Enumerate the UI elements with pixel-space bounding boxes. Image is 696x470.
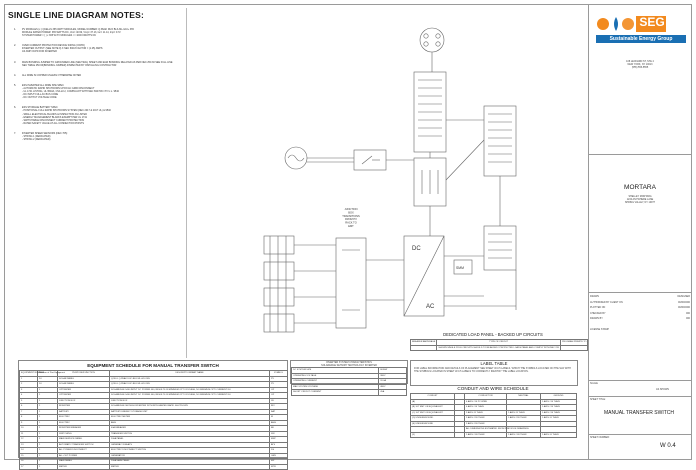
drawn-row-value: 000 [686,311,690,315]
table-cell: GEN [270,453,288,459]
table-cell: 15 [20,453,38,459]
table-cell: 1 [38,464,58,470]
table-cell: ELECTRIC [58,420,110,426]
company-address-line: NEW YORK, NY 10013 [627,63,653,66]
table-cell: 1 AWG #6 THHN [541,416,577,422]
sheet-title: MANUAL TRANSFER SWITCH [603,410,674,416]
table-cell: METER [110,464,270,470]
table-cell: 40A BREAKER [110,426,270,432]
table-cell: 1 AWG #10 THHN [541,410,577,416]
note-number: 2. [14,44,17,48]
table-cell: MAX SYSTEM VOLTAGE [292,384,379,390]
junction-box-label [342,207,360,228]
table-header-cell: SYMBOL [270,371,288,377]
table-cell: ELECTRIC METER [110,415,270,421]
table-header-cell: PURPOSE/FUNCTION [58,371,110,377]
table-cell: 200A MAIN PANEL [110,459,270,465]
drawn-row-value: 00/00/0000 [678,300,690,304]
note-line: SYSTEM POWER = ( ) x 365 W PV MODULES / = 1000 KWATTS DC [22,34,97,38]
table-cell: 1 [38,404,58,410]
table-cell: MSP [270,437,288,443]
label-table-title: LABEL TABLE [480,361,508,366]
note-number: 6. [14,106,17,110]
table-cell: 1 AWG #2/0 THHN [507,416,541,422]
table-cell: 20.0A [379,379,407,385]
table-cell: 4 AWG #10 THHN [465,405,507,411]
table-cell: 24 [38,376,58,382]
inverter-dc-label: DC [412,246,421,252]
junction-box-label-line: RACK TO [345,221,357,225]
table-cell: ELECTRIC [58,415,110,421]
equipment-schedule-table [19,370,288,470]
pv-string-3-symbol [264,288,294,306]
table-cell: 13 [20,442,38,448]
table-cell: SOLAREDGE S440 INPUT DC POWER 440, RESULTS IN MINIMUM OPTI VOLTAGE, NO MINIMUM OPTI CURRENT 8.6 [110,393,270,399]
table-header-cell: EQUIPMENT NUMBER [21,372,45,375]
drawn-info [590,295,690,323]
table-cell: 1 [38,398,58,404]
conduit-schedule [410,386,576,456]
table-cell: SOLAR PANEL [58,376,110,382]
table-cell: 24 [38,382,58,388]
table-cell: 1 [38,448,58,454]
table-header-cell: PROGRAM PRIMITE TO [562,341,587,344]
table-cell [561,345,588,351]
drawn-row-label: CHECKED BY [590,311,606,315]
table-cell: SOLAREDGE S440 INPUT DC POWER 440, RESULTS IN MINIMUM OPTI VOLTAGE, NO MINIMUM OPTI CURRENT 8.6 [110,387,270,393]
table-cell: ELECTRIC DISCONNECT SWITCH [110,448,270,454]
drawn-row-label: AUTHORIZED BY CLIENT ON [590,300,623,304]
table-cell: 1 AWG #10 THHN [541,399,577,405]
table-cell: 10 [20,426,38,432]
table-cell: 1 [38,393,58,399]
table-cell: 4 AWG #10 PV WIRE [465,399,507,405]
inverter-specs [290,360,408,394]
drawn-row-value: 000 [686,317,690,320]
project-address-line: 1234 ANYWHERE LANE [626,198,654,201]
table-cell: (D) UNDERGROUND [411,416,455,422]
drawn-row-label: PLOTTED ON [590,306,606,309]
junction-box-label-line: FROM PV [345,218,357,222]
note-line: - STRING 2 (DEDICATED) [22,138,51,142]
inverter-specs-subtitle: SOLAREDGE SE7600H TECHNOLOGY INVERTER [321,364,377,367]
label-table-text: FOR LABEL INFORMATION AND DETAILS OF PLACEMENT SEE SHEET W-0.5 LABELS. WHICH THE SYMBOLS LOCATED ON THE SLD WITH THE SYMBOLS LOCATED IN SHEET W-0.5 LABELS TO CORRECTLY IDENTIFY THE LABEL LOCATION. [414,367,571,373]
table-header-cell: CONDUIT [411,394,455,400]
table-cell: AMG [270,420,288,426]
company-address [592,60,688,69]
drawn-row-label: DRAWN BY [590,317,603,320]
note-number: 3. [14,60,17,64]
note-line: ESS INVERTER ALL WIRE SHE SPEC [22,83,64,87]
note-line: - AUTOMATIC RAPID SHUTDOWN UPON AC GRID DISCONNECT [22,86,95,90]
table-cell: BATTERY [58,409,110,415]
table-cell: QCELL Q.PEAK DUO BLK ML-G10 365 [110,382,270,388]
table-cell: JUNCTION BOX [58,398,110,404]
table-cell: 7 [20,409,38,415]
table-cell: 1 [38,459,58,465]
table-cell: SW [270,431,288,437]
smm-label: SMM [456,266,464,270]
table-cell: BAT [270,409,288,415]
junction-box-symbol [336,238,366,328]
project-address [592,195,688,204]
inverter-specs-title: INVERTER SYSTEM CHARACTERISTICS [326,361,372,364]
note-item [14,28,176,37]
table-cell: TRANSFER SWITCH [110,431,270,437]
table-cell: 1 AWG #1/0 THHN [465,432,507,438]
table-cell: 1 AWG #6 THHN [541,432,577,438]
table-cell: 1 [38,426,58,432]
table-cell: GENERAC 200A ATS [110,442,270,448]
seg-logo-text: SEG [639,15,665,29]
table-cell: 1 [38,453,58,459]
inverter-specs-table [291,367,407,396]
table-cell: 17 [20,464,38,470]
drawn-row [590,317,690,323]
note-line: NEC TABLE 250.66(BONDING JUMPER) INSPECTED BY INSTALLING CONTRACTOR [22,63,117,67]
load-panel-title: DEDICATED LOAD PANEL - BACKED UP CIRCUITS [443,332,543,337]
table-cell: 11 [20,431,38,437]
note-line: - ENERGY MANAGEMENT BLANKS EXEMPT PER UL 1741 [22,115,88,119]
table-header-cell: BREAKER AMPERAGE [412,341,436,344]
table-cell: INVERTER [58,404,110,410]
table-cell: SHORT CIRCUIT CURRENT [292,390,379,396]
table-cell: GENERATOR [110,453,270,459]
table-cell: 12 [20,437,38,443]
table-cell: PV [270,376,288,382]
utility-meter-symbol [420,28,444,52]
table-cell: 9 [20,420,38,426]
notes-title: SINGLE LINE DIAGRAM NOTES: [8,10,145,20]
load-panel-table [410,332,587,358]
drawn-row-label: DRAWN [590,295,599,298]
seg-logo [594,12,688,54]
note-item [14,106,176,125]
table-cell: OPERATING CURRENT [292,379,379,385]
table-cell: OPTIMIZER [58,393,110,399]
table-header-cell: CONDUCTOR [465,394,507,400]
title-block [588,4,693,460]
note-text [22,28,176,37]
note-text [22,132,176,141]
table-cell: 2 AWG #8 THHN [465,410,507,416]
note-text [22,106,176,125]
inverter-ac-label: AC [426,304,435,310]
sheet-number-label: SHEET NUMBER: [590,436,610,439]
table-cell: M [270,415,288,421]
junction-box-label-line: JUNCTION [344,208,358,211]
table-cell: (E) UNDERGROUND [411,421,455,427]
disconnect-switch-symbol [354,150,386,170]
table-cell: (A) [411,399,455,405]
table-header-cell: DESCRIPTION/PART NAME [110,371,270,377]
table-cell: SOLAR PANEL [58,382,110,388]
note-number: 5. [14,83,17,87]
table-cell: DC SYSTEM SIZE [292,368,379,374]
table-cell: SOLAREDGE SE7600H INVERTER WITH INTEGRATED RAPID SHUTDOWN [110,404,270,410]
note-number: 4. [14,73,17,77]
note-item [14,44,176,53]
junction-box-label-line: BOX [348,211,354,215]
company-address-line: (555) 555-5555 [631,66,649,69]
table-cell: 1 [38,442,58,448]
label-table [410,360,578,386]
table-cell: OP [270,393,288,399]
table-cell: 45A [379,390,407,396]
company-name: Sustainable Energy Group [609,36,673,42]
project-address-line: SHELLEY MORTARA [628,195,652,198]
note-line: INVERTER SPEED SENSORS (NEC 705): [22,132,68,135]
battery-panel-symbol [484,226,516,270]
note-line: MAIN BONDING JUMPER TO GROUNDED LINE (NEUTRAL) SHEET AND EGR BONDING RELAYED AS PER NEC 250.30 SEE FULL LINE [22,60,173,64]
note-text [22,44,176,53]
project-name: MORTARA [624,184,656,191]
sheet-number: W 0.4 [660,443,676,449]
table-cell: OPERATING VOLTAGE [292,373,379,379]
table-cell: (F) [411,432,455,438]
scale-value: AS SHOWN [656,388,670,391]
table-cell: AMG [110,420,270,426]
junction-box-label-line: TRANSITIONS [342,214,360,218]
equipment-schedule-title: EQUIPMENT SCHEDULE FOR MANUAL TRANSFER SWITCH [87,363,219,368]
note-line: - POSITIONAL FULL RAPID SHUTDOWN SYSTEM (NEC 2017 & 2017 UL) & 9540 [22,109,111,113]
table-header-cell: NEUTRAL [507,394,541,400]
table-cell: 200A PANEL [110,437,270,443]
note-item [14,132,176,141]
table-cell: QCELL Q.PEAK DUO BLK ML-G10 365 [110,376,270,382]
table-cell: 1 [38,420,58,426]
note-line: - SWITCHABLE DISCONNECT CURRENT PROTECTION [22,118,85,122]
table-cell: 14 [20,448,38,454]
table-cell: OPTIMIZER [58,387,110,393]
table-cell [455,432,465,438]
license-stamp-label: LICENSE STAMP [590,328,609,331]
pv-string-1-symbol [264,236,294,254]
note-text [22,74,176,77]
scale-label: SCALE [590,382,598,385]
table-cell: 1 AWG #10 THHN [541,405,577,411]
table-cell: INV [270,404,288,410]
table-cell: 1 [38,409,58,415]
note-line: INVERTER OUTPUT: (SEE NOTE 9) X NEC 690.8 FACTOR = (1.25) AMPS [22,47,103,51]
table-cell: MTR [270,464,288,470]
table-cell: 1 [38,437,58,443]
note-item [14,84,176,99]
table-cell: MAIN SERVICE PANEL [58,437,110,443]
table-cell: PV [270,382,288,388]
table-cell: AUTOMATIC TRANSFER SWITCH [58,442,110,448]
note-text [22,84,176,99]
table-cell: 1 AWG #1/0 THHN [507,432,541,438]
note-line: - RATED SAFETY VALUE AT ALL CONNECTION POINTS [22,121,84,125]
conduit-schedule-title: CONDUIT AND WIRE SCHEDULE [457,386,529,391]
load-panel-symbol [484,106,516,176]
table-header-cell: GROUND [541,394,577,400]
table-cell: ALL-OUT POWER [58,453,110,459]
table-cell: JUNCTION BOX [110,398,270,404]
table-cell: 1 [38,415,58,421]
note-text [22,61,176,67]
pv-string-4-symbol [264,314,294,332]
note-line: ESS STORAGE BATTERY SPEC [22,106,58,110]
note-line: MODULE RATED POWER: 365 WATTS DC, Voc= 40.99, Vmp= 37.13, Isc= 11.14, Imp= 9.72 [22,31,121,35]
note-line: OVER CURRENT PROTECTION DEVICE SIZING (OCPD) [22,44,85,48]
table-cell: 5 [20,398,38,404]
equipment-schedule [18,360,288,468]
table-cell: 1 [20,376,38,382]
note-line: ALL WIRE IS COPPER UNLESS OTHERWISE NOTED [22,73,82,77]
table-cell: ALL POWER DISCONNECT [58,448,110,454]
note-item [14,74,176,77]
table-cell [411,345,437,351]
note-line: - DC OUTPUT VOLTAGE CODE [22,96,57,100]
table-cell: MAIN PANEL [58,459,110,465]
table-cell: 1 AWG #8 THHN [507,410,541,416]
sheet-title-label: SHEET TITLE: [590,398,606,401]
table-cell: 3 [20,387,38,393]
table-cell: 2 AWG #2/0 THHN [465,421,507,427]
table-cell: MP [270,459,288,465]
table-cell: 8030W [379,368,407,374]
table-cell: ALL DIMENSIONS ESTIMATED FROM PREVIOUS DRAWINGS [466,428,529,431]
single-line-diagram [186,10,586,355]
note-line: - DC INPUT FULL AC BUS CODE [22,93,59,97]
table-header-cell: Number of Part Equipment [39,372,65,375]
table-row [411,432,577,438]
company-address-line: 108 LEONARD ST, STE 4 [626,60,654,63]
table-header-cell: TYPE OF CIRCUIT [437,340,561,346]
table-cell: JB [270,398,288,404]
table-cell: 2 AWG #2/0 THHN [465,416,507,422]
junction-box-label-line: EMT [348,225,354,228]
table-cell: SHOWN SINGLE POLE CIRCUITS SHOULD TO BE ADDED / PROTECTED LOADS PANEL AND COMPLY WITH NEC 220 [438,346,560,349]
table-cell: 1 [38,431,58,437]
table-cell: OP [270,387,288,393]
table-cell: INVERTER BREAKER [58,426,110,432]
table-cell: (C) 3/4" EMT OR EQUIVALENT [411,410,455,416]
note-number: 7. [14,132,17,135]
table-cell: 16 [20,459,38,465]
note-line: - STRING 1 (DEDICATED) [22,135,51,139]
table-cell: 380V [379,373,407,379]
table-cell: 6 [20,404,38,410]
table-cell: ATS [270,442,288,448]
table-cell: METER [58,464,110,470]
table-row [411,345,588,351]
note-number: 1. [14,28,17,31]
table-cell: 8 [20,415,38,421]
note-line: PV MODULES (x ) QCELLS 365 WATT MODULES, MODEL NUMBER: Q.PEAK DUO BLK-ML-G10+ 365 [22,28,134,31]
table-cell: 4 [20,393,38,399]
table-cell: BK [270,426,288,432]
pv-string-2-symbol [264,262,294,280]
drawn-row-value: 00/00/0000 [678,306,690,309]
table-cell: (B) 3/4" EMT OR EQUIVALENT [411,405,455,411]
table-cell: SWITCHING [58,431,110,437]
table-row [20,464,288,470]
note-line: - SMALL ELECTRICAL BLANKS & INSPECTION AS LISTED [22,112,87,116]
table-cell: 1 [38,387,58,393]
note-line: AS AMP OCPD FOR INVERTER [22,50,57,54]
note-item [14,61,176,67]
table-cell: 480V [379,384,407,390]
drawn-row-value: DESIGNER [677,295,690,298]
table-cell: BATTERY ENERGY STORAGE UNIT [110,409,270,415]
table-row [292,390,407,396]
table-cell: 2 [20,382,38,388]
note-line: - UL 1741 LISTING, UL 9540A, CSA 22.2, COMPLIANT WITH NEC 690/706 / PV U.L. 9540 [22,90,119,94]
project-address-line: SPRING VALLEY, NY 10977 [624,201,656,204]
table-cell: DS [270,448,288,454]
